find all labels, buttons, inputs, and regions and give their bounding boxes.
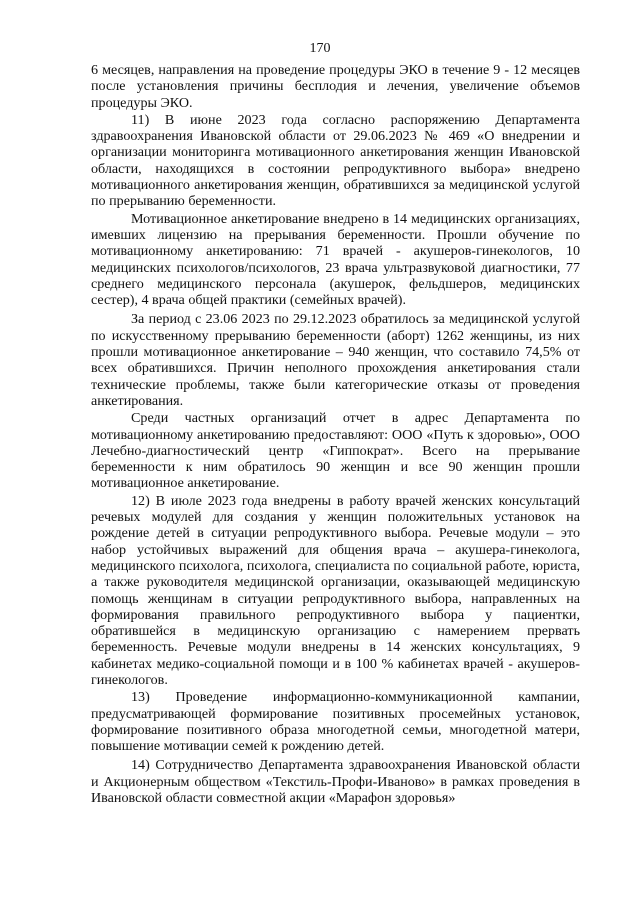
paragraph-item-11: 11) В июне 2023 года согласно распоряжению Департамента здравоохранения Ивановской области от 29.06.2023 № 469 «О внедрении и организации мониторинга мотивационного анкетирования женщин Ивановской области, находящихся в состоянии репродуктивного выбора» внедрено мотивационного анкетирования женщин, обратившихся за медицинской услугой по прерыванию беременности.: [91, 111, 580, 210]
paragraph-item-12: 12) В июле 2023 года внедрены в работу врачей женских консультаций речевых модулей для создания у женщин положительных установок на рождение детей в ситуации репродуктивного выбора. Речевые модули – это набор устойчивых выражений для общения врача – акушера-гинеколога, медицинского психолога, психолога, специалиста по социальной работе, юриста, а также руководителя медицинской организации, оказывающей медицинскую помощь женщинам в ситуации репродуктивного выбора, направленных на формирования правильного репродуктивного выбора у пациентки, обратившейся в медицинскую организацию с намерением прервать беременность. Речевые модули внедрены в 14 женских консультациях, 9 кабинетах медико-социальной помощи и в 100 % кабинетах врачей - акушеров-гинекологов.: [91, 492, 580, 688]
page-number: 170: [309, 41, 331, 56]
paragraph-private-organizations: Среди частных организаций отчет в адрес Департамента по мотивационному анкетированию предоставляют: ООО «Путь к здоровью», ООО Лечебно-диагностический центр «Гиппократ». Всего на прерывание беременности к ним обратилось 90 женщин и все 90 женщин прошли мотивационное анкетирование.: [91, 410, 580, 492]
paragraph-item-13: 13) Проведение информационно-коммуникационной кампании, предусматривающей формирование позитивных просемейных установок, формирование позитивного образа многодетной семьи, многодетной матери, повышение мотивации семей к рождению детей.: [91, 689, 580, 755]
paragraph-motivational-survey: Мотивационное анкетирование внедрено в 14 медицинских организациях, имевших лицензию на прерывания беременности. Прошли обучение по мотивационному анкетированию: 71 врачей - акушеров-гинекологов, 10 медицинских психологов/психологов, 23 врача ультразвуковой диагностики, 77 среднего медицинского персонала (акушерок, фельдшеров, медицинских сестер), 4 врача общей практики (семейных врачей).: [91, 210, 580, 309]
paragraph-survey-period: За период с 23.06 2023 по 29.12.2023 обратилось за медицинской услугой по искусственному прерыванию беременности (аборт) 1262 женщины, из них прошли мотивационное анкетирование – 940 женщин, что составило 74,5% от всех обратившихся. Причин неполного прохождения анкетирования стали технические проблемы, также были категорические отказы от проведения анкетирования.: [91, 311, 580, 409]
paragraph-item-14: 14) Сотрудничество Департамента здравоохранения Ивановской области и Акционерным обществом «Текстиль-Профи-Иваново» в рамках проведения в Ивановской области совместной акции «Марафон здоровья»: [91, 757, 580, 807]
document-body: [91, 62, 580, 806]
paragraph-continuation: 6 месяцев, направления на проведение процедуры ЭКО в течение 9 - 12 месяцев после установления причины бесплодия и лечения, увеличение объемов процедуры ЭКО.: [91, 62, 580, 111]
